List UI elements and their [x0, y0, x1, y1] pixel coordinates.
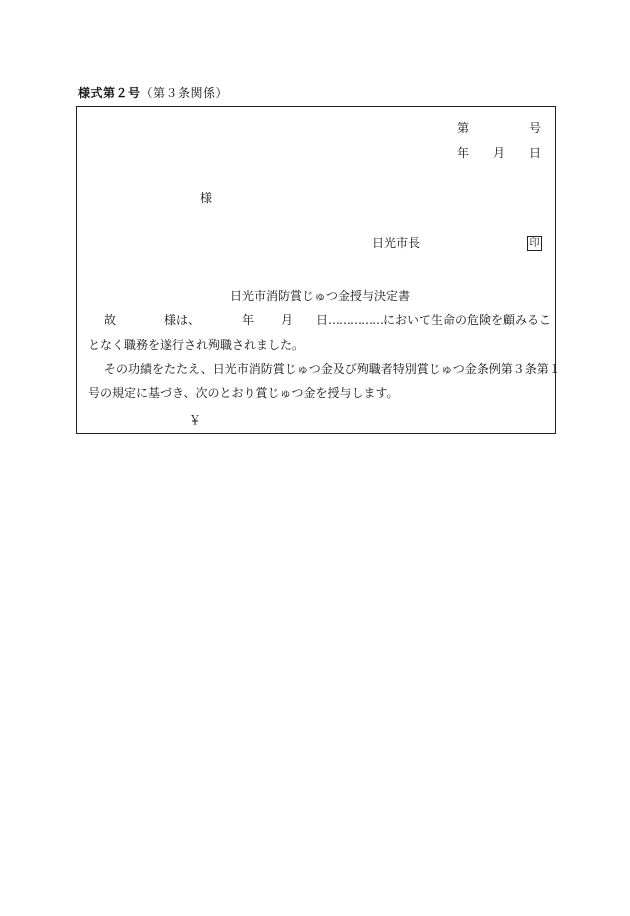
- p1-rest: において生命の危険を顧みるこ: [383, 313, 552, 327]
- p1-sama-wa: 様は、: [164, 313, 201, 327]
- document-frame: [76, 106, 556, 434]
- number-go: 号: [529, 121, 542, 135]
- number-dai: 第: [457, 121, 470, 135]
- seal-mark: 印: [527, 236, 542, 251]
- yen-sign: ￥: [189, 413, 202, 427]
- p1-line2: となく職務を遂行され殉職されました。: [88, 338, 305, 352]
- document-title: 日光市消防賞じゅつ金授与決定書: [230, 289, 411, 303]
- p1-nen: 年: [242, 313, 255, 327]
- recipient-sama: 様: [200, 191, 213, 205]
- issuer-title: 日光市長: [372, 236, 421, 250]
- form-relation: （第３条関係）: [140, 86, 229, 100]
- date-tsuki: 月: [493, 146, 506, 160]
- form-heading: [78, 84, 228, 101]
- p2-line2: 号の規定に基づき、次のとおり賞じゅつ金を授与します。: [88, 386, 399, 400]
- p1-hi: 日: [316, 313, 329, 327]
- p1-tsuki: 月: [281, 313, 294, 327]
- date-hi: 日: [529, 146, 542, 160]
- p1-hi-continuation: [316, 313, 551, 327]
- p2-line1: その功績をたたえ、日光市消防賞じゅつ金及び殉職者特別賞じゅつ金条例第３条第１: [104, 362, 561, 376]
- p1-dots: ……………: [328, 313, 384, 327]
- p1-ko: 故: [104, 313, 117, 327]
- date-nen: 年: [457, 146, 470, 160]
- form-number: 様式第２号: [78, 86, 141, 100]
